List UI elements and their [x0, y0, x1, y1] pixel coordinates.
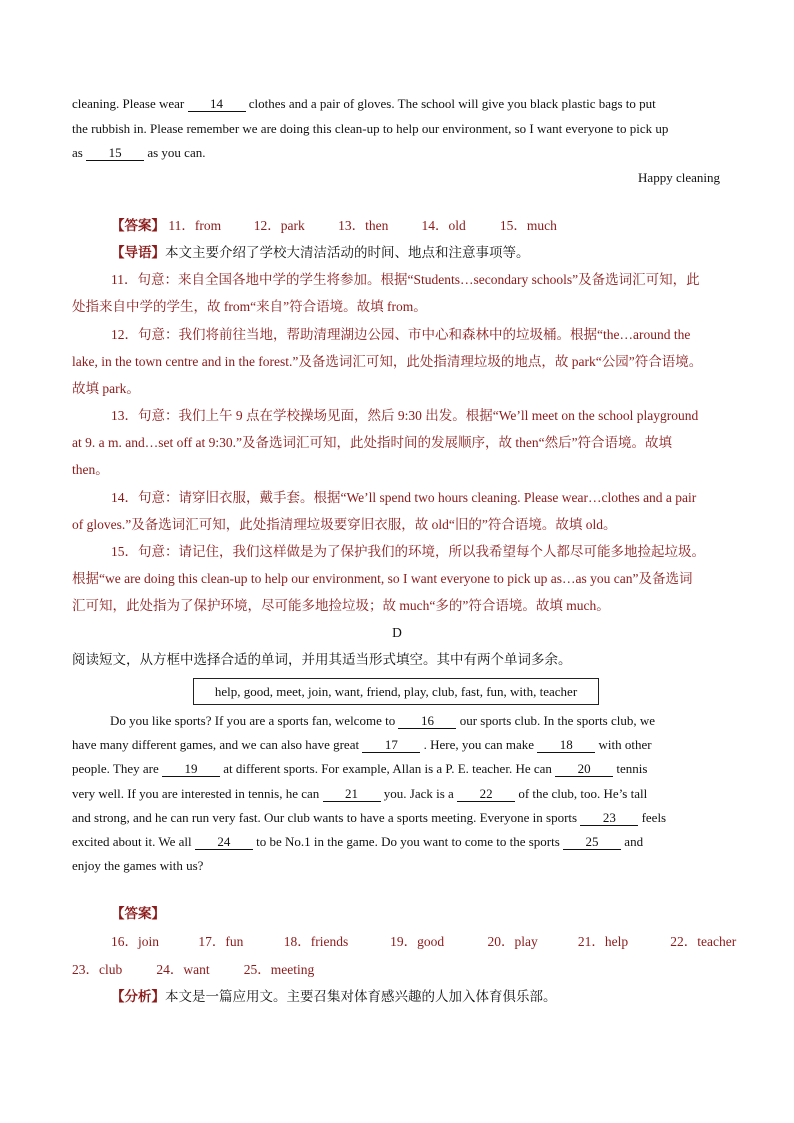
passage-line: have many different games, and we can also have great 17 . Here, you can make 18 with other [72, 737, 652, 752]
passage-line: enjoy the games with us? [72, 858, 204, 873]
answer-row: 23．club 24．want 25．meeting [72, 962, 315, 977]
analysis-line: 【分析】本文是一篇应用文。主要召集对体育感兴趣的人加入体育俱乐部。 [111, 989, 557, 1004]
passage-line: and strong, and he can run very fast. Our club wants to have a sports meeting. Everyone in sports 23 feels [72, 810, 667, 825]
explanation-14-cont: of gloves.”及备选词汇可知，此处指清理垃圾要穿旧衣服，故 old“旧的”符合语境。故填 old。 [72, 517, 617, 532]
word-box: help, good, meet, join, want, friend, play, club, fast, fun, with, teacher [193, 678, 599, 705]
blank-16: 16 [398, 714, 456, 729]
passage-line: excited about it. We all 24 to be No.1 in the game. Do you want to come to the sports 25 and [72, 834, 644, 849]
explanation-15-end: 汇可知，此处指为了保护环境，尽可能多地捡垃圾；故 much“多的”符合语境。故填 much。 [72, 598, 610, 613]
explanation-15: 15．句意：请记住，我们这样做是为了保护我们的环境，所以我希望每个人都尽可能多地捡起垃圾。 [111, 544, 705, 559]
passage-line: very well. If you are interested in tennis, he can 21 you. Jack is a 22 of the club, too. He’s tall [72, 786, 648, 801]
answer-tag: 【答案】 [111, 218, 165, 233]
explanation-12-cont: lake, in the town centre and in the forest.”及备选词汇可知，此处指清理垃圾的地点，故 park“公园”符合语境。 [72, 354, 703, 369]
blank-17: 17 [362, 738, 420, 753]
blank-22: 22 [457, 787, 515, 802]
passage-line: as 15 as you can. [72, 145, 206, 160]
explanation-12-end: 故填 park。 [72, 381, 140, 396]
blank-15: 15 [86, 146, 144, 161]
guide-line: 【导语】本文主要介绍了学校大清洁活动的时间、地点和注意事项等。 [111, 245, 530, 260]
blank-25: 25 [563, 835, 621, 850]
explanation-13-cont: at 9. a m. and…set off at 9:30.”及备选词汇可知，此处指时间的发展顺序，故 then“然后”符合语境。故填 [72, 435, 673, 450]
blank-14: 14 [188, 97, 246, 112]
explanation-14: 14．句意：请穿旧衣服，戴手套。根据“We’ll spend two hours cleaning. Please wear…clothes and a pair [111, 490, 697, 505]
blank-24: 24 [195, 835, 253, 850]
blank-20: 20 [555, 762, 613, 777]
explanation-13: 13．句意：我们上午 9 点在学校操场见面，然后 9:30 出发。根据“We’ll meet on the school playground [111, 408, 699, 423]
guide-tag: 【导语】 [111, 245, 165, 260]
explanation-11-cont: 处指来自中学的学生，故 from“来自”符合语境。故填 from。 [72, 299, 427, 314]
passage-line: people. They are 19 at different sports. For example, Allan is a P. E. teacher. He can 20 tennis [72, 761, 648, 776]
instruction: 阅读短文，从方框中选择合适的单词，并用其适当形式填空。其中有两个单词多余。 [72, 652, 572, 667]
explanation-15-cont: 根据“we are doing this clean-up to help our environment, so I want everyone to pick up as…as you can”及备选词 [72, 571, 693, 586]
answer-row: 【答案】 11．from 12．park 13．then 14．old 15．much [111, 218, 557, 233]
passage-line: Do you like sports? If you are a sports fan, welcome to 16 our sports club. In the sports club, we [110, 713, 656, 728]
explanation-11: 11．句意：来自全国各地中学的学生将参加。根据“Students…secondary schools”及备选词汇可知，此 [111, 272, 700, 287]
blank-18: 18 [537, 738, 595, 753]
answer-tag-d: 【答案】 [111, 906, 165, 921]
passage-line: the rubbish in. Please remember we are doing this clean-up to help our environment, so I want everyone to pick up [72, 121, 669, 136]
analysis-tag: 【分析】 [111, 989, 165, 1004]
explanation-13-end: then。 [72, 462, 109, 477]
blank-23: 23 [580, 811, 638, 826]
blank-21: 21 [323, 787, 381, 802]
section-letter: D [392, 625, 402, 640]
sign-off: Happy cleaning [638, 170, 720, 185]
passage-line: cleaning. Please wear 14 clothes and a pair of gloves. The school will give you black plastic bags to put [72, 96, 656, 111]
answer-row: 16．join 17．fun 18．friends 19．good 20．play 21．help 22．teacher [111, 934, 737, 949]
blank-19: 19 [162, 762, 220, 777]
explanation-12: 12．句意：我们将前往当地，帮助清理湖边公园、市中心和森林中的垃圾桶。根据“the…around the [111, 327, 691, 342]
